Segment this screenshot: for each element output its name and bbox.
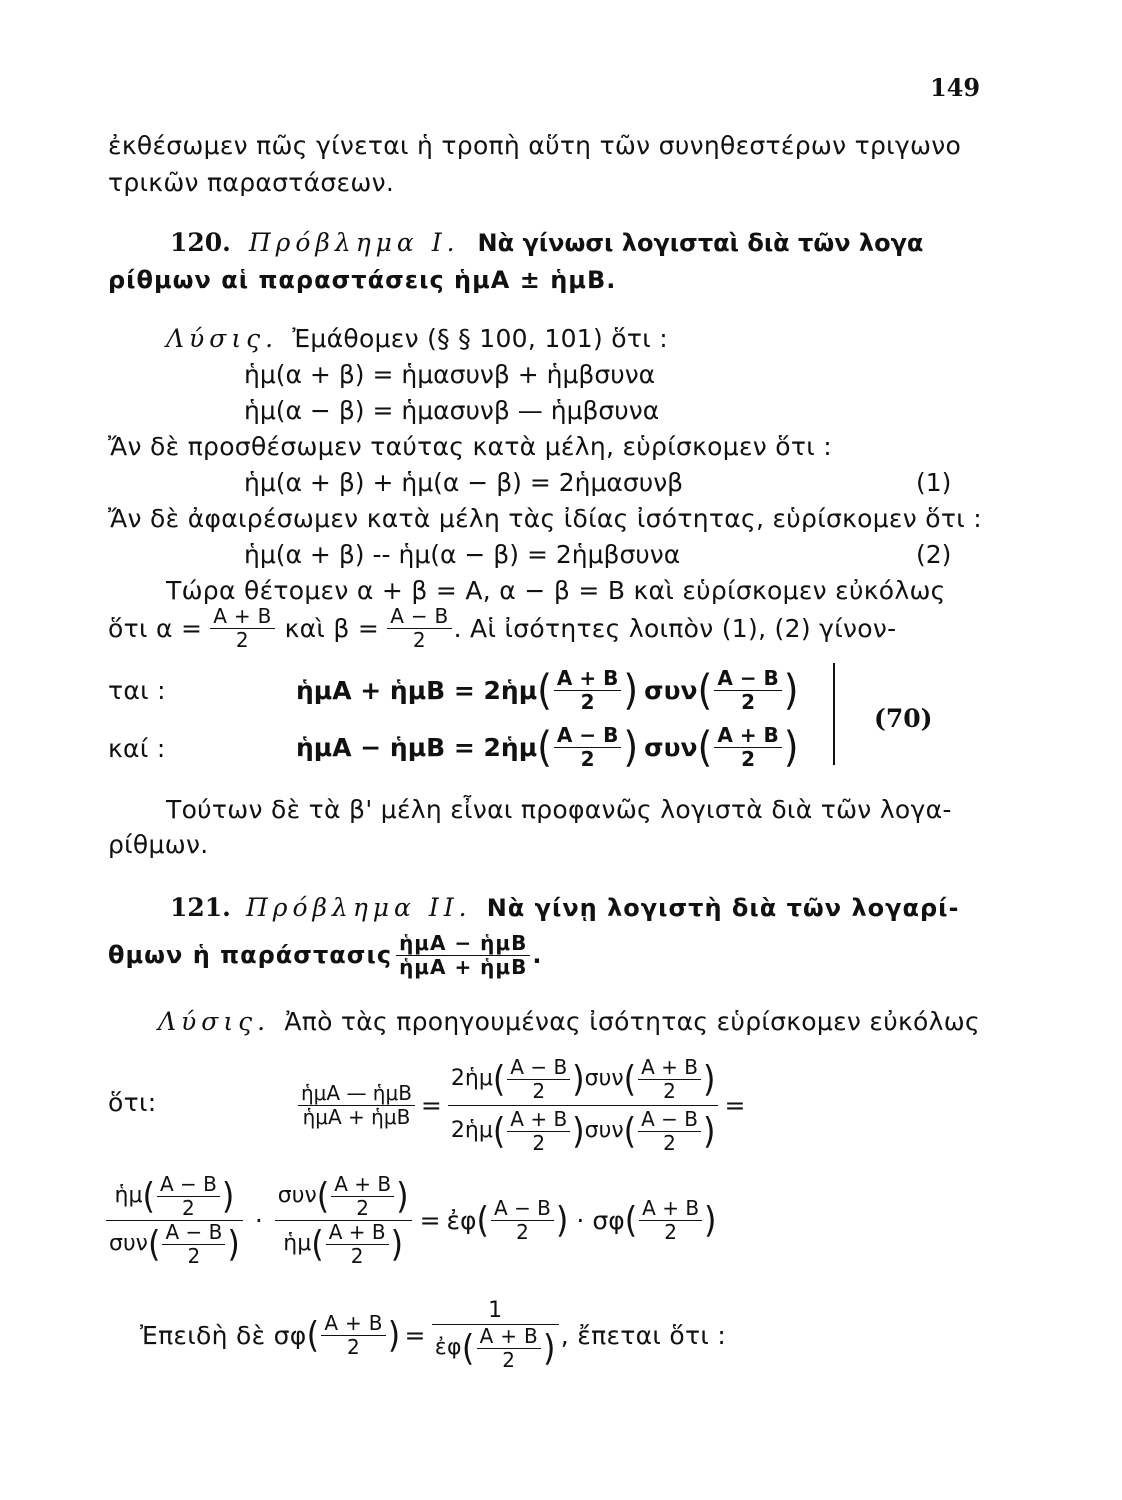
solution-120-intro: Ἐμάθομεν (§ § 100, 101) ὅτι : xyxy=(292,324,668,353)
final-line xyxy=(140,1285,726,1385)
paren-open-icon: ( xyxy=(492,1109,506,1152)
d: 2 xyxy=(532,1078,546,1103)
frac-apb xyxy=(639,1197,702,1244)
ef: ἐφ xyxy=(434,1335,462,1361)
n: Α − Β xyxy=(157,1173,220,1197)
d: 2 xyxy=(350,1243,364,1268)
formula-70-line-1 xyxy=(296,660,799,720)
n: Α + Β xyxy=(507,1108,570,1132)
closing-line-2: ρίθμων. xyxy=(108,830,209,859)
text-kai-beta: καὶ β = xyxy=(284,613,380,643)
paren-open-icon: ( xyxy=(461,1326,475,1369)
formula-70-line-1-left: ἡμΑ + ἡμΒ = 2ἡμ xyxy=(296,675,538,705)
denominator: 2 xyxy=(741,746,756,771)
equation-2-tag: (2) xyxy=(916,540,952,569)
two-hm: 2ἡμ xyxy=(450,1066,493,1092)
d: 2 xyxy=(663,1078,676,1103)
n: Α − Β xyxy=(491,1197,554,1221)
denominator: 2 xyxy=(580,689,595,714)
problem-121-fraction-denominator: ἡμΑ + ἡμΒ xyxy=(399,954,528,979)
ef: ἐφ xyxy=(446,1205,477,1235)
paren-open-icon: ( xyxy=(623,1057,637,1100)
paren-close-icon: ) xyxy=(783,665,799,715)
reciprocal-fraction xyxy=(432,1298,559,1371)
problem-121-title-1: Νὰ γίνῃ λογιστὴ διὰ τῶν λογαρί- xyxy=(486,894,960,922)
problem-121-fraction-numerator: ἡμΑ − ἡμΒ xyxy=(396,932,530,956)
fraction-alpha xyxy=(210,605,274,652)
equation-ratio xyxy=(296,1055,745,1155)
ratio-rhs-denominator xyxy=(448,1106,719,1155)
numerator: Α + Β xyxy=(554,667,621,691)
closing-line-1: Τούτων δὲ τὰ β' μέλη εἶναι προφανῶς λογιστὰ διὰ τῶν λογα- xyxy=(166,795,952,824)
paren-open-icon: ( xyxy=(316,1174,330,1217)
frac-apb xyxy=(507,1108,570,1155)
formula-70-brace-icon xyxy=(823,663,835,765)
hm: ἡμ xyxy=(283,1231,312,1257)
equation-diff: ἡμ(α − β) = ἡμασυνβ — ἡμβσυνα xyxy=(244,396,660,425)
paren-close-icon: ) xyxy=(396,1174,409,1217)
ratio-rhs xyxy=(448,1056,719,1155)
reciprocal-denominator xyxy=(432,1325,559,1372)
paren-open-icon: ( xyxy=(697,722,713,772)
frac-apb xyxy=(477,1325,541,1372)
sf: σφ xyxy=(592,1205,625,1235)
problem-121-label: Πρόβλημα II. xyxy=(245,893,472,922)
n: Α + Β xyxy=(321,1312,385,1336)
n: Α + Β xyxy=(477,1325,541,1349)
product-factor-2-denominator xyxy=(275,1221,412,1268)
two-hm: 2ἡμ xyxy=(450,1118,493,1144)
n: Α + Β xyxy=(639,1197,702,1221)
fraction-a-plus-b-half xyxy=(554,667,621,714)
sun: συν xyxy=(277,1183,317,1209)
denominator: 2 xyxy=(580,746,595,771)
fraction-alpha-numerator: Α + Β xyxy=(210,605,274,629)
paren-close-icon: ) xyxy=(221,1174,235,1217)
ratio-lhs xyxy=(298,1082,415,1129)
solution-120-text-3: Τώρα θέτομεν α + β = Α, α − β = Β καὶ εὑρίσκομεν εὐκόλως xyxy=(166,576,946,605)
numerator: Α + Β xyxy=(714,724,781,748)
problem-121-title-text: θμων ἡ παράστασις xyxy=(108,941,393,969)
problem-121-title-2 xyxy=(108,925,543,985)
fraction-alpha-denominator: 2 xyxy=(235,627,249,652)
paren-close-icon: ) xyxy=(572,1057,585,1100)
frac-amb xyxy=(638,1108,701,1155)
paren-close-icon: ) xyxy=(623,665,639,715)
d: 2 xyxy=(502,1347,516,1372)
d: 2 xyxy=(663,1130,676,1155)
frac-amb xyxy=(157,1173,220,1220)
label-oti: ὅτι: xyxy=(108,1088,157,1117)
problem-121-number: 121. xyxy=(170,893,231,922)
sun-label: συν xyxy=(644,732,698,762)
paren-close-icon: ) xyxy=(783,722,799,772)
paren-open-icon: ( xyxy=(476,1199,490,1241)
n: Α + Β xyxy=(326,1221,389,1245)
paren-open-icon: ( xyxy=(697,665,713,715)
equation-product xyxy=(104,1160,717,1280)
numerator: Α − Β xyxy=(554,724,621,748)
product-factor-1 xyxy=(106,1173,243,1268)
problem-120-label: Πρόβλημα I. xyxy=(248,228,460,257)
page-number: 149 xyxy=(930,73,981,102)
fraction-beta-numerator: Α − Β xyxy=(387,605,451,629)
paren-open-icon: ( xyxy=(147,1222,161,1265)
equals-sign: = xyxy=(420,1090,442,1120)
n: Α − Β xyxy=(638,1108,701,1132)
paren-close-icon: ) xyxy=(227,1222,240,1265)
equation-1-tag: (1) xyxy=(916,468,952,497)
equals-sign: = xyxy=(419,1205,441,1235)
paren-close-icon: ) xyxy=(555,1199,569,1241)
epetai-text: , ἔπεται ὅτι : xyxy=(560,1320,727,1350)
label-tai: ται : xyxy=(108,676,166,705)
fraction-a-plus-b-half xyxy=(714,724,781,771)
problem-121-heading xyxy=(170,893,960,922)
label-kai: καί : xyxy=(108,734,166,763)
reciprocal-numerator: 1 xyxy=(432,1298,559,1324)
text-oti-alpha: ὅτι α = xyxy=(108,613,203,643)
n: Α − Β xyxy=(507,1056,570,1080)
d: 2 xyxy=(664,1219,677,1244)
d: 2 xyxy=(347,1334,361,1359)
paren-open-icon: ( xyxy=(537,665,552,715)
intro-line-1: ἐκθέσωμεν πῶς γίνεται ἡ τροπὴ αὕτη τῶν συνηθεστέρων τριγωνο xyxy=(108,131,962,160)
equals-sign: = xyxy=(404,1320,426,1350)
formula-70-line-2-left: ἡμΑ − ἡμΒ = 2ἡμ xyxy=(296,732,538,762)
d: 2 xyxy=(187,1243,201,1268)
d: 2 xyxy=(516,1219,529,1244)
frac-amb xyxy=(162,1221,225,1268)
sun: συν xyxy=(584,1066,624,1092)
solution-121-intro-line xyxy=(158,1007,980,1036)
epeidi-text: Ἐπειδὴ δὲ σφ xyxy=(140,1320,307,1350)
equation-sum: ἡμ(α + β) = ἡμασυνβ + ἡμβσυνα xyxy=(244,360,656,389)
frac-apb xyxy=(638,1056,701,1103)
dot-operator: · xyxy=(254,1205,263,1235)
paren-open-icon: ( xyxy=(142,1174,155,1217)
paren-open-icon: ( xyxy=(624,1199,638,1241)
problem-121-end-dot: . xyxy=(532,941,543,969)
problem-121-fraction xyxy=(396,932,530,979)
d: 2 xyxy=(356,1195,370,1220)
paren-open-icon: ( xyxy=(623,1109,637,1152)
paren-close-icon: ) xyxy=(542,1326,556,1369)
formula-70-line-2 xyxy=(296,717,799,777)
solution-120-text-1: Ἄν δὲ προσθέσωμεν ταύτας κατὰ μέλη, εὑρίσκομεν ὅτι : xyxy=(108,432,832,461)
fraction-a-minus-b-half xyxy=(554,724,621,771)
hm: ἡμ xyxy=(114,1183,143,1209)
paren-close-icon: ) xyxy=(387,1314,401,1356)
n: Α + Β xyxy=(638,1056,701,1080)
dot-operator: · xyxy=(576,1205,585,1235)
paren-close-icon: ) xyxy=(704,1199,717,1241)
paren-close-icon: ) xyxy=(702,1109,716,1152)
solution-121-intro: Ἀπὸ τὰς προηγουμένας ἰσότητας εὑρίσκομεν εὐκόλως xyxy=(284,1007,980,1036)
n: Α + Β xyxy=(331,1173,394,1197)
paren-open-icon: ( xyxy=(311,1222,324,1265)
paren-close-icon: ) xyxy=(623,722,639,772)
sun: συν xyxy=(584,1118,624,1144)
problem-120-number: 120. xyxy=(170,228,231,257)
product-factor-2-numerator xyxy=(275,1173,412,1221)
problem-120-title-2: ρίθμων αἱ παραστάσεις ἡμΑ ± ἡμΒ. xyxy=(108,266,617,294)
intro-line-2: τρικῶν παραστάσεων. xyxy=(108,168,395,197)
solution-120-label: Λύσις. xyxy=(166,324,279,353)
sun: συν xyxy=(109,1231,148,1257)
frac-amb xyxy=(491,1197,554,1244)
ratio-lhs-numerator: ἡμΑ — ἡμΒ xyxy=(298,1082,415,1106)
equation-2: ἡμ(α + β) -- ἡμ(α − β) = 2ἡμβσυνα xyxy=(244,540,681,569)
equals-sign: = xyxy=(724,1090,746,1120)
problem-120-heading xyxy=(170,228,923,257)
numerator: Α − Β xyxy=(714,667,781,691)
d: 2 xyxy=(532,1130,546,1155)
d: 2 xyxy=(182,1195,195,1220)
formula-70-tag: (70) xyxy=(874,704,933,733)
product-factor-2 xyxy=(275,1173,412,1268)
ratio-lhs-denominator: ἡμΑ + ἡμΒ xyxy=(302,1104,411,1129)
denominator: 2 xyxy=(741,689,756,714)
product-factor-1-denominator xyxy=(106,1221,243,1268)
paren-open-icon: ( xyxy=(306,1314,320,1356)
paren-close-icon: ) xyxy=(390,1222,404,1265)
fraction-beta xyxy=(387,605,451,652)
equation-1: ἡμ(α + β) + ἡμ(α − β) = 2ἡμασυνβ xyxy=(244,468,684,497)
problem-120-title-1: Νὰ γίνωσι λογισταὶ διὰ τῶν λογα xyxy=(477,229,924,257)
frac-apb xyxy=(321,1312,385,1359)
sun-label: συν xyxy=(644,675,698,705)
ratio-rhs-numerator xyxy=(448,1056,719,1106)
frac-amb xyxy=(507,1056,570,1103)
paren-close-icon: ) xyxy=(702,1057,716,1100)
product-factor-1-numerator xyxy=(106,1173,243,1221)
solution-121-label: Λύσις. xyxy=(158,1007,271,1036)
solution-120-text-4 xyxy=(108,598,896,658)
frac-apb xyxy=(326,1221,389,1268)
paren-close-icon: ) xyxy=(572,1109,585,1152)
frac-apb xyxy=(331,1173,394,1220)
solution-120-intro-line xyxy=(166,324,668,353)
solution-120-text-2: Ἄν δὲ ἀφαιρέσωμεν κατὰ μέλη τὰς ἰδίας ἰσότητας, εὑρίσκομεν ὅτι : xyxy=(108,504,982,533)
paren-open-icon: ( xyxy=(537,722,552,772)
text-isotites: . Αἱ ἰσότητες λοιπὸν (1), (2) γίνον- xyxy=(453,613,897,643)
fraction-a-minus-b-half xyxy=(714,667,781,714)
fraction-beta-denominator: 2 xyxy=(412,627,426,652)
paren-open-icon: ( xyxy=(492,1057,506,1100)
n: Α − Β xyxy=(162,1221,225,1245)
